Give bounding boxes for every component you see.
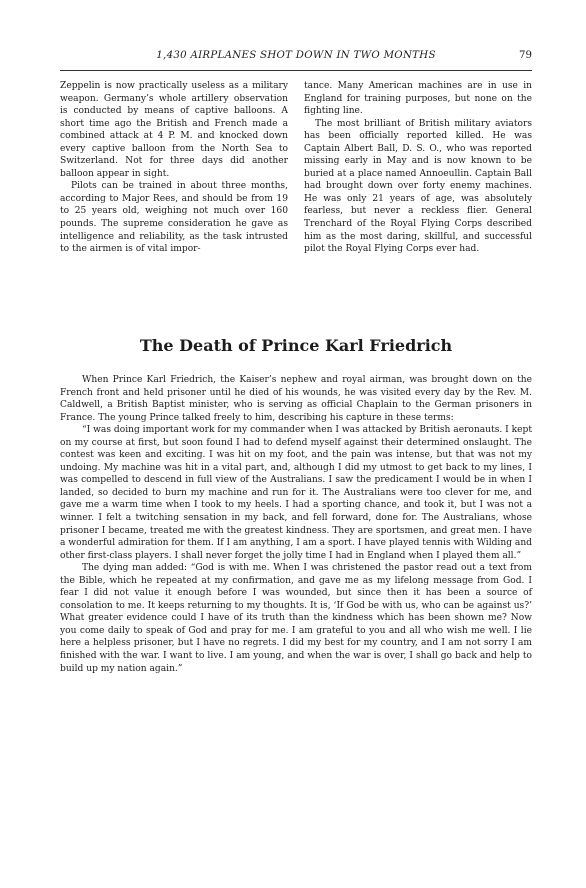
article-title: The Death of Prince Karl Friedrich (139, 336, 453, 355)
running-header-title: 1,430 AIRPLANES SHOT DOWN IN TWO MONTHS (156, 50, 436, 61)
running-header (60, 50, 532, 66)
right-column-paragraph: tance. Many American machines are in use in England for training purposes, but none on the fighting line. (304, 81, 532, 117)
header-rule (60, 70, 532, 71)
page-number: 79 (519, 50, 532, 61)
article-body (60, 374, 532, 675)
left-column (60, 80, 288, 256)
article-paragraph: The dying man added: “God is with me. When I was christened the pastor read out a text from the Bible, which he repeated at my confirmation, and gave me as my lifelong message from God. I fear I did not value it enough before I was wounded, but since then it has been a source of consolation to me. It keeps returning to my thoughts. It is, ‘If God be with us, who can be against us?’ What greater evidence could I have of its truth than the kindness which has been shown me? Now you come daily to speak of God and pray for me. I am grateful to you and all who wish me well. I lie here a helpless prisoner, but I have no regrets. I did my best for my country, and I am not sorry I am finished with the war. I want to live. I am young, and when the war is over, I shall go back and help to build up my nation again.” (60, 563, 532, 674)
article-paragraph: When Prince Karl Friedrich, the Kaiser’s nephew and royal airman, was brought down on the French front and held prisoner until he died of his wounds, he was visited every day by the Rev. M. Caldwell, a British Baptist minister, who is serving as official Chaplain to the German prisoners in France. The young Prince talked freely to him, describing his capture in these terms: (60, 375, 532, 423)
left-column-paragraph: Pilots can be trained in about three months, according to Major Rees, and should be from 19 to 25 years old, weighing not much over 160 pounds. The supreme consideration he gave as intelligence and reliability, as the task intrusted to the airmen is of vital impor- (60, 181, 288, 255)
right-column-paragraph: The most brilliant of British military aviators has been officially reported killed. He was Captain Albert Ball, D. S. O., who was reported missing early in May and is now known to be buried at a place named Annoeullin. Captain Ball had brought down over forty enemy machines. He was only 21 years of age, was absolutely fearless, but never a reckless flier. General Trenchard of the Royal Flying Corps described him as the most daring, skillful, and successful pilot the Royal Flying Corps ever had. (304, 118, 532, 255)
article-paragraph: “I was doing important work for my commander when I was attacked by British aeronauts. I kept on my course at first, but soon found I had to defend myself against their determined onslaught. The contest was keen and exciting. I was hit on my foot, and the pain was intense, but that was not my undoing. My machine was hit in a vital part, and, although I did my utmost to get back to my lines, I was compelled to descend in full view of the Australians. I saw the predicament I would be in when I landed, so decided to burn my machine and run for it. The Australians were too clever for me, and gave me a warm time when I took to my heels. I had a sporting chance, and took it, but I was not a winner. I felt a twitching sensation in my back, and fell forward, done for. The Australians, whose prisoner I became, treated me with the greatest kindness. They are sportsmen, and great men. I have a wonderful admiration for them. If I am anything, I am a sport. I have played tennis with Wilding and other first-class players. I shall never forget the jolly time I had in England when I played them all.” (60, 425, 533, 561)
right-column (304, 80, 532, 256)
left-column-paragraph: Zeppelin is now practically useless as a military weapon. Germany’s whole artillery observation is conducted by means of captive balloons. A short time ago the British and French made a combined attack at 4 P. M. and knocked down every captive balloon from the North Sea to Switzerland. Not for three days did another balloon appear in sight. (60, 81, 288, 179)
